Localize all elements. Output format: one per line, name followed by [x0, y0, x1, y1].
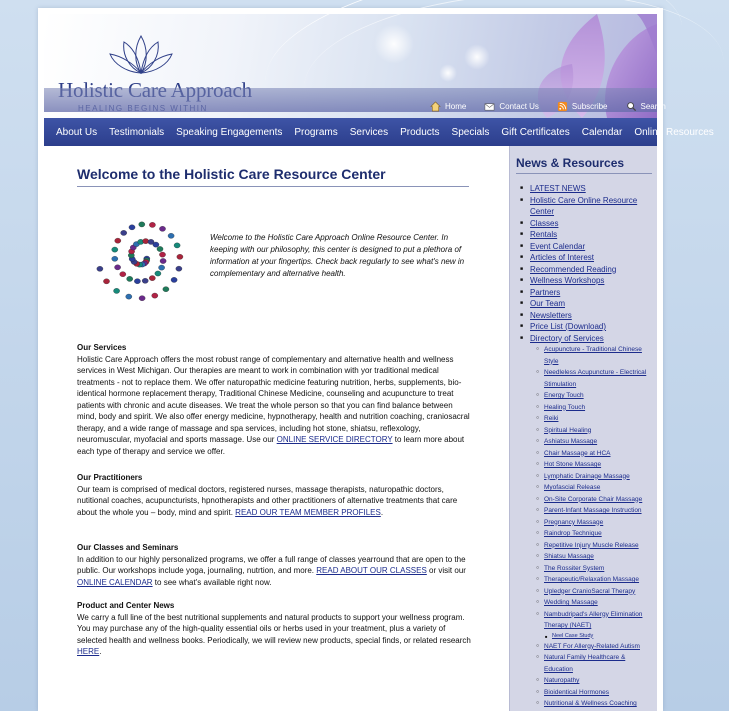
- stone: [168, 233, 174, 238]
- classes-link[interactable]: READ ABOUT OUR CLASSES: [316, 566, 427, 575]
- service-item-label: Nutritional & Wellness Coaching: [544, 700, 637, 707]
- main-nav: [44, 118, 714, 146]
- top-link-label: Subscribe: [571, 101, 608, 111]
- stone: [139, 296, 145, 301]
- page-title: Welcome to the Holistic Care Resource Center: [77, 166, 469, 187]
- nav-testimonials[interactable]: Testimonials: [109, 126, 165, 138]
- stone: [120, 272, 126, 277]
- top-link-subscribe[interactable]: [557, 101, 608, 112]
- section-title: Product and Center News: [77, 601, 175, 610]
- section-body-end: to learn more about each type of therapy and service we offer.: [77, 435, 465, 456]
- service-item-label: Energy Touch: [544, 392, 584, 399]
- stone: [121, 230, 127, 235]
- sidebar-item-resource-center[interactable]: [524, 195, 652, 218]
- service-item[interactable]: [530, 494, 652, 506]
- header-sparkle: [439, 64, 457, 82]
- service-item-label: Naturopathy: [544, 677, 580, 684]
- sidebar-item-classes[interactable]: [524, 218, 652, 230]
- sidebar-item-label: Price List (Download): [530, 322, 607, 331]
- stone: [176, 266, 182, 271]
- service-item[interactable]: [530, 448, 652, 460]
- section-services: [77, 342, 472, 457]
- service-item-label: Ashiatsu Massage: [544, 438, 598, 445]
- section-products: [77, 600, 472, 658]
- nav-calendar[interactable]: Calendar: [581, 126, 623, 138]
- stone: [153, 242, 159, 247]
- service-item[interactable]: [530, 402, 652, 414]
- sidebar-item-event-calendar[interactable]: [524, 241, 652, 253]
- sidebar-item-label: Our Team: [530, 299, 565, 308]
- service-item-label: Chair Massage at HCA: [544, 449, 611, 457]
- stone: [163, 287, 169, 292]
- stone: [159, 265, 165, 270]
- main-content: [44, 146, 509, 711]
- services-list: [530, 344, 652, 710]
- section-body-mid: or visit our: [426, 566, 466, 575]
- nav-online-resources[interactable]: Online Resources: [634, 126, 714, 138]
- service-item[interactable]: [530, 551, 652, 563]
- stone: [112, 247, 118, 252]
- service-item-label: On-Site Corporate Chair Massage: [544, 495, 643, 503]
- home-icon: [430, 101, 441, 112]
- sidebar-item-our-team[interactable]: [524, 298, 652, 310]
- section-body: Our team is comprised of medical doctors, registered nurses, massage therapists, naturopathic doctors, nutitional coaches, acupuncturists, hpnotherapists and other practitioners of alternative treatments that care about the whole you – body, mind and spirit.: [77, 484, 458, 517]
- nav-products[interactable]: Products: [400, 126, 440, 138]
- top-link-label: Search: [640, 101, 666, 111]
- service-item-label: Acupuncture - Traditional Chinese Style: [544, 346, 642, 365]
- sidebar-item-latest-news[interactable]: [524, 183, 652, 195]
- service-item-label: Healing Touch: [544, 403, 586, 411]
- sidebar-item-label: LATEST NEWS: [530, 184, 586, 193]
- section-title: Our Classes and Seminars: [77, 543, 179, 552]
- nav-speaking-engagements[interactable]: Speaking Engagements: [176, 126, 283, 138]
- service-item-label: Myofascial Release: [544, 484, 601, 491]
- sidebar-item-label: Wellness Workshops: [530, 276, 605, 285]
- service-item-label: Nambudripad's Allergy Elimination Therapy (NAET): [544, 610, 643, 629]
- sidebar: [509, 146, 657, 711]
- sidebar-item-label: Event Calendar: [530, 241, 586, 251]
- section-body-end: .: [99, 647, 102, 656]
- stone: [139, 222, 145, 227]
- service-item-label: Spiritual Healing: [544, 426, 592, 434]
- page-container: [38, 8, 714, 711]
- top-link-label: Contact Us: [499, 101, 539, 111]
- service-item-label: Lymphatic Drainage Massage: [544, 472, 630, 480]
- stone: [159, 252, 165, 257]
- top-link-label: Home: [445, 101, 467, 111]
- service-directory-link[interactable]: ONLINE SERVICE DIRECTORY: [276, 435, 393, 444]
- service-item[interactable]: [530, 459, 652, 471]
- nav-about-us[interactable]: About Us: [56, 126, 98, 138]
- top-link-search[interactable]: [626, 101, 666, 112]
- section-body: Holistic Care Approach offers the most robust range of complementary and alternative health and wellness services in West Michigan. Our therapies are meant to work in combination with yor traditional medical treatments - not to replace them. We offer naturopathic medicine featuring nutrition, herbs, supplements, bio-identical hormone replacement therapy, Traditional Chinese Medicine, counseling and acupuncture to treat patients with chronic and acute diseases. We treat the whole person so that you can find balance between mind, body and spirit. We also offer energy medicine, hypnotherapy, health and nutrition coaching, craniosacral therapy, and a wide range of massage and spa services, including hot stone, shiatsu, reflexology, neuromuscular, myofacial and sports massage. Use our: [77, 354, 470, 444]
- service-item[interactable]: [530, 540, 652, 552]
- sidebar-item-price-list[interactable]: [524, 321, 652, 333]
- service-item[interactable]: [530, 390, 652, 402]
- resource-list: [524, 183, 652, 710]
- nav-programs[interactable]: Programs: [294, 126, 338, 138]
- section-body: We carry a full line of the best nutritional supplements and natural products to support your wellness program. You may purchase any of the high-quality essential oils or herbs used in your treatment, plus a variety of selected health and wellness books. Periodically, we will review new products, special finds, or related research: [77, 612, 471, 645]
- stone: [149, 276, 155, 281]
- rss-icon: [557, 101, 568, 112]
- intro-text: Welcome to the Holistic Care Approach Online Resource Center. In keeping with our philosophy, this center is designed to put a plethora of information at your fingertips. Check back regularly to see what's new in complementary and alternative health.: [210, 233, 465, 278]
- service-item-label: Parent-Infant Massage Instruction: [544, 507, 642, 514]
- lotus-logo-icon: [106, 28, 176, 78]
- service-item-label: Upledger CranioSacral Therapy: [544, 587, 636, 595]
- nav-services[interactable]: Services: [349, 126, 389, 138]
- sidebar-item-workshops[interactable]: [524, 275, 652, 287]
- service-item[interactable]: [530, 563, 652, 575]
- research-link[interactable]: HERE: [77, 647, 100, 656]
- service-item-label: Natural Family Healthcare & Education: [544, 654, 626, 673]
- sidebar-title: News & Resources: [516, 156, 652, 174]
- stone: [149, 222, 155, 227]
- service-item-label: Neel Case Study: [552, 632, 594, 639]
- stone: [134, 279, 140, 284]
- sidebar-item-label: Recommended Reading: [530, 264, 617, 274]
- top-links: [430, 96, 666, 116]
- service-item[interactable]: [530, 641, 652, 653]
- service-item-label: Pregnancy Massage: [544, 518, 604, 526]
- sidebar-item-label: Rentals: [530, 230, 558, 239]
- service-item[interactable]: [530, 517, 652, 529]
- stone: [177, 254, 183, 259]
- stone-spiral-image: [98, 212, 188, 302]
- service-item[interactable]: [530, 436, 652, 448]
- service-item[interactable]: [530, 574, 652, 586]
- sidebar-item-reading[interactable]: [524, 264, 652, 276]
- service-item[interactable]: [530, 413, 652, 425]
- calendar-link[interactable]: ONLINE CALENDAR: [77, 577, 153, 587]
- header-sparkle: [374, 24, 414, 64]
- service-item-label: Needleless Acupuncture - Electrical Stimulation: [544, 369, 647, 388]
- search-icon: [626, 101, 637, 112]
- section-body: In addition to our highly personalized programs, we offer a full range of classes yearround that are open to the public. Our workshops include yoga, journaling, nutrtion, and more.: [77, 554, 466, 575]
- team-profiles-link[interactable]: READ OUR TEAM MEMBER PROFILES: [235, 507, 381, 517]
- service-item[interactable]: [530, 597, 652, 609]
- service-item-label: Raindrop Technique: [544, 530, 602, 537]
- service-item-label: Shiatsu Massage: [544, 553, 594, 560]
- section-practitioners: [77, 472, 472, 518]
- top-link-home[interactable]: [430, 101, 466, 112]
- service-item[interactable]: [530, 586, 652, 598]
- sidebar-item-label: Articles of Interest: [530, 253, 595, 262]
- service-item[interactable]: [530, 425, 652, 437]
- stone: [103, 279, 109, 284]
- stone: [152, 293, 158, 298]
- stone: [127, 276, 133, 281]
- section-body-end: .: [380, 507, 384, 517]
- stone: [126, 294, 132, 299]
- sidebar-item-partners[interactable]: [524, 287, 652, 299]
- stone: [112, 256, 118, 261]
- service-item-label: NAET For Allergy-Related Autism: [544, 642, 640, 650]
- service-item-label: Repetitive Injury Muscle Release: [544, 541, 639, 549]
- service-item[interactable]: [530, 367, 652, 390]
- service-item-label: Hot Stone Massage: [544, 461, 602, 468]
- service-item-label: The Rossiter System: [544, 564, 605, 572]
- stone: [157, 246, 163, 251]
- section-body-end: to see what's available right now.: [152, 577, 272, 587]
- service-item[interactable]: [530, 482, 652, 494]
- service-item-label: Wedding Massage: [544, 599, 598, 606]
- service-item[interactable]: [530, 505, 652, 517]
- service-item[interactable]: [530, 344, 652, 367]
- service-item-label: Reiki: [544, 415, 559, 422]
- section-title: Our Practitioners: [77, 473, 143, 482]
- service-item[interactable]: [530, 471, 652, 483]
- sidebar-item-articles[interactable]: [524, 252, 652, 264]
- mail-icon: [484, 101, 495, 112]
- stone: [174, 243, 180, 248]
- sidebar-item-label: Classes: [530, 218, 559, 228]
- sidebar-item-newsletters[interactable]: [524, 310, 652, 322]
- sidebar-item-rentals[interactable]: [524, 229, 652, 241]
- service-item[interactable]: [530, 632, 652, 641]
- service-item[interactable]: [530, 675, 652, 687]
- top-link-contact[interactable]: [484, 101, 539, 112]
- service-item-label: Bioidentical Hormones: [544, 688, 610, 696]
- sidebar-item-label: Directory of Services: [530, 333, 604, 343]
- stone: [115, 265, 121, 270]
- stone: [155, 271, 161, 276]
- stone: [159, 226, 165, 231]
- service-item[interactable]: [530, 609, 652, 632]
- service-item-label: Therapeutic/Relaxation Massage: [544, 576, 640, 583]
- sidebar-item-label: Partners: [530, 287, 561, 297]
- section-classes: [77, 542, 472, 588]
- sidebar-item-label: Newsletters: [530, 310, 572, 320]
- section-title: Our Services: [77, 343, 127, 352]
- service-item[interactable]: [530, 528, 652, 540]
- sidebar-item-directory[interactable]: [524, 333, 652, 710]
- nav-gift-certificates[interactable]: Gift Certificates: [501, 126, 570, 138]
- stone: [142, 278, 148, 283]
- service-item[interactable]: [530, 652, 652, 675]
- stone: [171, 277, 177, 282]
- stone: [115, 238, 121, 243]
- stone: [129, 225, 135, 230]
- stone: [97, 266, 103, 271]
- stone: [160, 258, 166, 263]
- sidebar-item-label: Holistic Care Online Resource Center: [530, 195, 638, 216]
- service-item[interactable]: [530, 698, 652, 710]
- service-item[interactable]: [530, 687, 652, 699]
- stone: [114, 288, 120, 293]
- nav-specials[interactable]: Specials: [451, 126, 490, 138]
